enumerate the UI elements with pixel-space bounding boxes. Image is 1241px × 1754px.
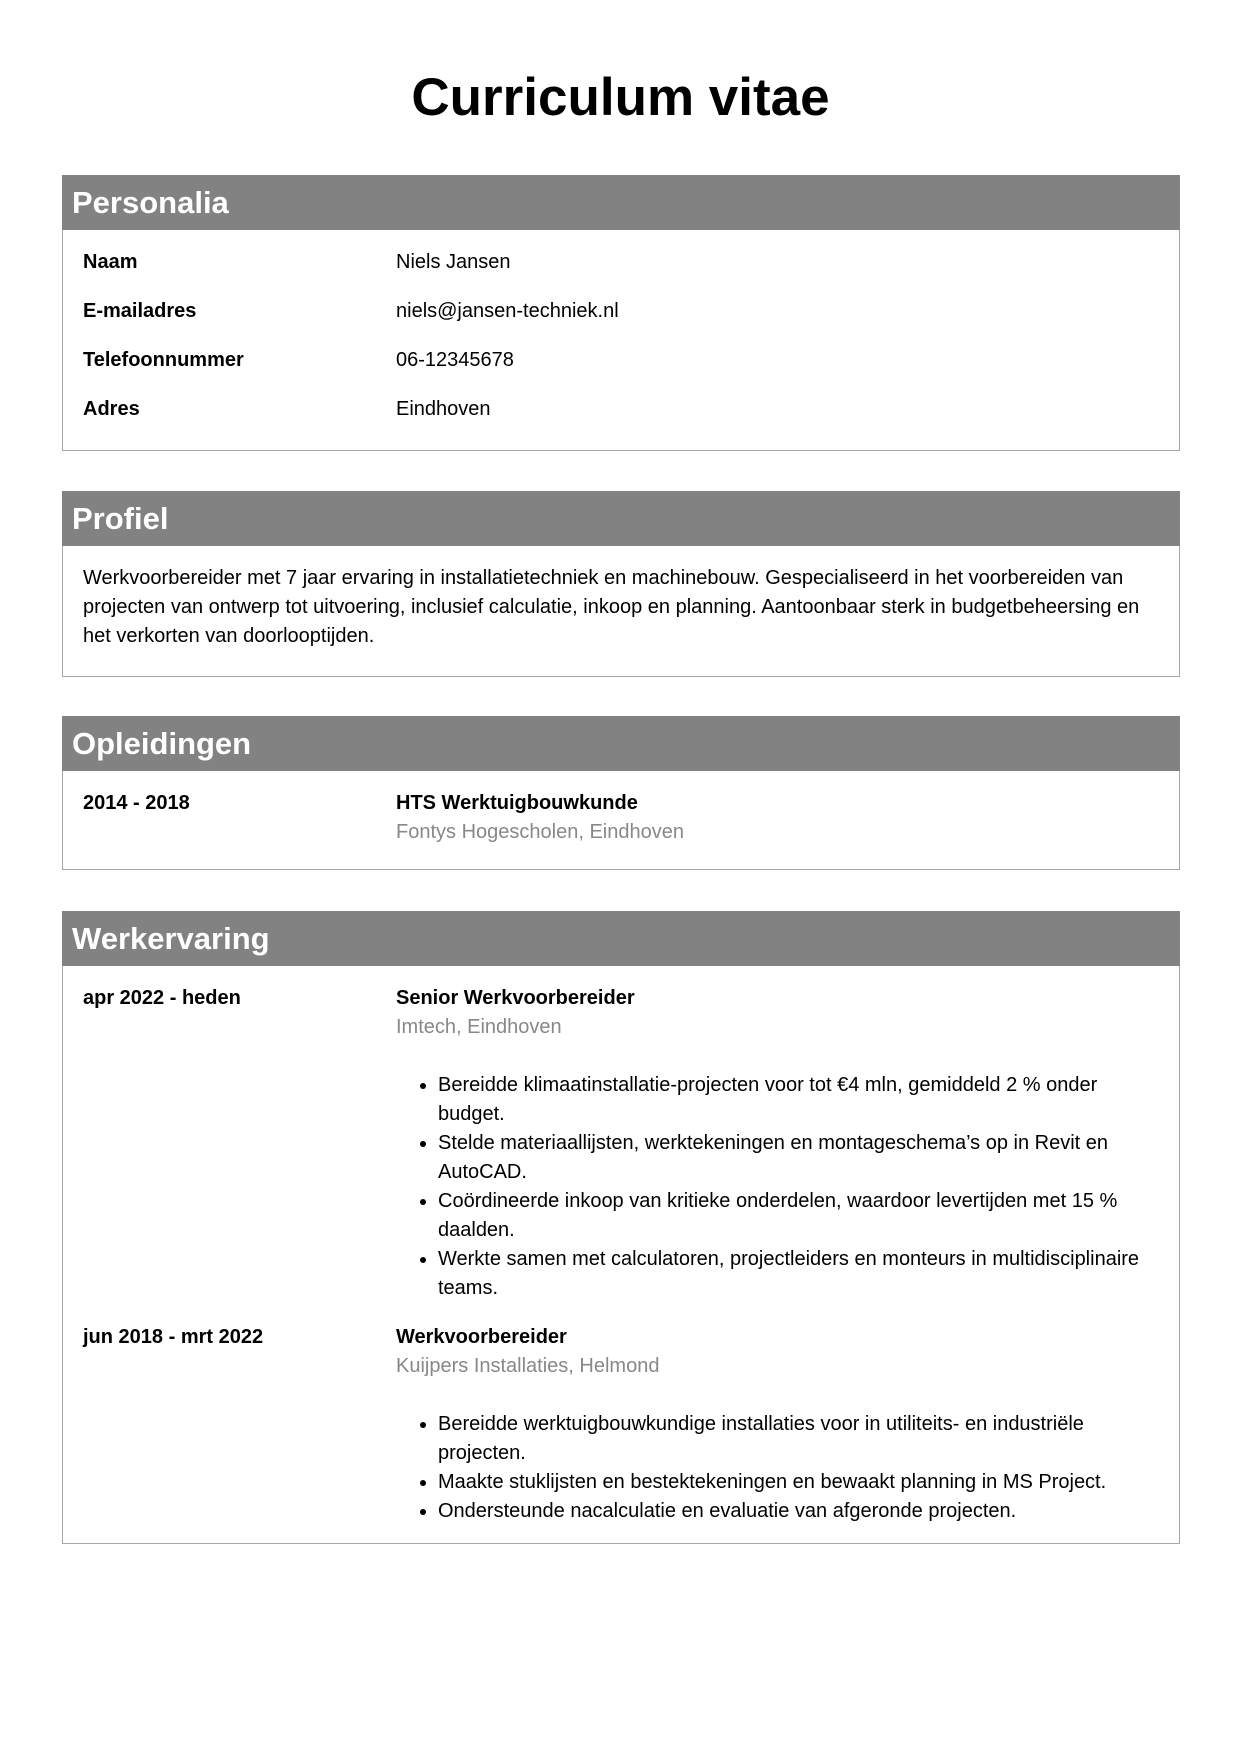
personalia-row-naam	[83, 248, 1159, 297]
education-institution: Fontys Hogescholen, Eindhoven	[396, 821, 684, 843]
section-heading-werkervaring: Werkervaring	[62, 911, 1180, 966]
work-entry	[83, 984, 1159, 1303]
section-personalia	[62, 175, 1180, 451]
personalia-row-telefoon	[83, 346, 1159, 395]
personalia-row-email	[83, 297, 1159, 346]
work-title: Senior Werkvoorbereider	[396, 987, 635, 1009]
section-profiel	[62, 491, 1180, 677]
personalia-value: Eindhoven	[396, 398, 491, 420]
education-period: 2014 - 2018	[83, 792, 190, 814]
work-bullet: • Ondersteunde nacalculatie en evaluatie van afgeronde projecten.	[438, 1497, 1159, 1526]
work-bullet: • Bereidde werktuigbouwkundige installaties voor in utiliteits- en industriële projecten.	[438, 1410, 1159, 1468]
personalia-value: 06-12345678	[396, 349, 514, 371]
work-bullet: • Bereidde klimaatinstallatie-projecten voor tot €4 mln, gemiddeld 2 % onder budget.	[438, 1071, 1159, 1129]
profile-text: Werkvoorbereider met 7 jaar ervaring in installatietechniek en machinebouw. Gespecialiseerd in het voorbereiden van projecten van ontwerp tot uitvoering, inclusief calculatie, inkoop en planning. Aantoonbaar sterk in budgetbeheersing en het verkorten van doorlooptijden.	[83, 567, 1140, 647]
work-entry	[83, 1323, 1159, 1526]
work-bullet: • Coördineerde inkoop van kritieke onderdelen, waardoor levertijden met 15 % daalden.	[438, 1187, 1159, 1245]
work-bullet-list	[396, 1071, 1159, 1303]
personalia-row-adres	[83, 395, 1159, 424]
work-company: Kuijpers Installaties, Helmond	[396, 1355, 660, 1377]
work-period: apr 2022 - heden	[83, 987, 241, 1009]
work-bullet: • Werkte samen met calculatoren, projectleiders en monteurs in multidisciplinaire teams.	[438, 1245, 1159, 1303]
personalia-value: niels@jansen-techniek.nl	[396, 300, 619, 322]
personalia-value: Niels Jansen	[396, 251, 511, 273]
section-heading-profiel: Profiel	[62, 491, 1180, 546]
section-opleidingen	[62, 716, 1180, 870]
personalia-label: Adres	[83, 398, 140, 420]
education-entry	[83, 789, 1159, 847]
section-heading-opleidingen: Opleidingen	[62, 716, 1180, 771]
education-title: HTS Werktuigbouwkunde	[396, 792, 638, 814]
personalia-label: E-mailadres	[83, 300, 197, 322]
work-title: Werkvoorbereider	[396, 1326, 567, 1348]
work-company: Imtech, Eindhoven	[396, 1016, 562, 1038]
personalia-label: Naam	[83, 251, 138, 273]
personalia-label: Telefoonnummer	[83, 349, 244, 371]
work-period: jun 2018 - mrt 2022	[83, 1326, 264, 1348]
work-bullet-list	[396, 1410, 1159, 1526]
work-bullet: • Stelde materiaallijsten, werktekeningen en montageschema’s op in Revit en AutoCAD.	[438, 1129, 1159, 1187]
section-werkervaring	[62, 911, 1180, 1544]
page-title: Curriculum vitae	[411, 68, 830, 127]
section-heading-personalia: Personalia	[62, 175, 1180, 230]
work-bullet: • Maakte stuklijsten en bestektekeningen en bewaakt planning in MS Project.	[438, 1468, 1159, 1497]
